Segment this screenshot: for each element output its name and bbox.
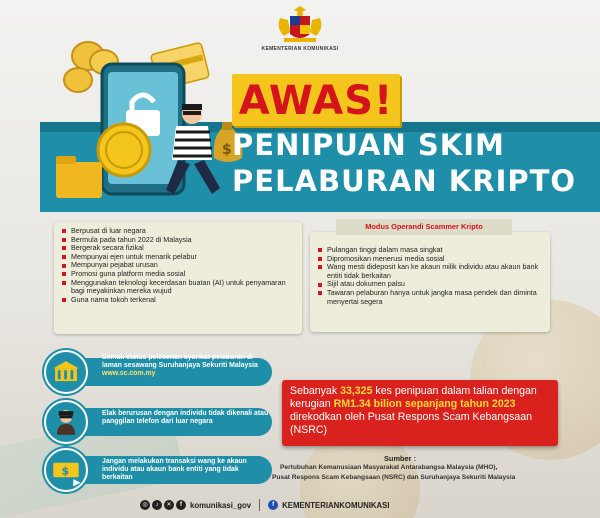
modus-operandi-list (318, 246, 544, 306)
svg-text:$: $ (222, 142, 232, 158)
list-item: Dipromosikan menerusi media sosial (318, 255, 544, 264)
sc-website-link[interactable]: www.sc.com.my (102, 370, 156, 378)
modus-operandi-panel (310, 232, 550, 332)
social-handle[interactable]: komunikasi_gov (190, 500, 252, 510)
tip-text: Semak status pelesenan syarikat pelaburan di laman sesawang Suruhanjaya Sekuriti Malaysia www.sc.com.my (102, 354, 270, 379)
tip-no-transfer (44, 448, 272, 492)
instagram-icon[interactable]: ◎ (140, 500, 150, 510)
list-item: Pulangan tinggi dalam masa singkat (318, 246, 544, 255)
list-item: Wang mesti dideposit kan ke akaun milik individu atau akaun bank entiti tidak berkaitan (318, 263, 544, 280)
tip-text: Jangan melakukan transaksi wang ke akaun individu atau akaun bank entiti yang tidak berkaitan (102, 458, 247, 482)
tip-text: Elak berurusan dengan individu tidak dikenali atau panggilan telefon dari luar negara (102, 410, 269, 426)
tip-avoid-strangers (44, 400, 272, 444)
source-line-1: Pertubuhan Kemanusiaan Masyarakat Antarabangsa Malaysia (MHO), (280, 464, 498, 471)
source-line-2: Pusat Respons Scam Kebangsaan (NSRC) dan Suruhanjaya Sekuriti Malaysia (272, 474, 516, 481)
facebook-icon[interactable]: f (176, 500, 186, 510)
list-item: Mempunyai ejen untuk menarik pelabur (62, 253, 296, 262)
money-transfer-icon (44, 448, 88, 492)
list-item: Menggunakan teknologi kecerdasan buatan (AI) untuk penyamaran bagi meyakinkan mereka wujud (62, 279, 296, 296)
scammer-icon (44, 400, 88, 444)
footer-brand[interactable]: KEMENTERIANKOMUNIKASI (282, 500, 390, 510)
x-icon[interactable]: ✕ (164, 500, 174, 510)
modus-operandi-title: Modus Operandi Scammer Kripto (336, 219, 512, 235)
crypto-thief-illustration (44, 38, 244, 213)
headline-line-2: PELABURAN KRIPTO (232, 164, 577, 198)
facebook-icon[interactable]: f (268, 500, 278, 510)
list-item: Berpusat di luar negara (62, 227, 296, 236)
list-item: Guna nama tokoh terkenal (62, 296, 296, 305)
list-item: Bergerak secara fizikal (62, 244, 296, 253)
svg-text:$: $ (61, 464, 70, 478)
characteristics-panel (54, 222, 302, 334)
characteristics-list (62, 227, 296, 304)
scam-statistic-text: Sebanyak 33,325 kes penipuan dalam talian dengan kerugian RM1.34 bilion sepanjang tahun 2023 direkodkan oleh Pusat Respons Scam Kebangsaan (NSRC) (290, 385, 537, 436)
building-icon (44, 350, 88, 394)
list-item: Promosi guna platform media sosial (62, 270, 296, 279)
footer-divider (259, 499, 260, 511)
headline-warning: AWAS! (238, 78, 394, 124)
footer-social (140, 498, 390, 512)
list-item: Bermula pada tahun 2022 di Malaysia (62, 236, 296, 245)
tiktok-icon[interactable]: ♪ (152, 500, 162, 510)
malaysia-coat-of-arms-icon (272, 6, 328, 46)
scam-statistic-box (282, 380, 558, 446)
list-item: Tawaran pelaburan hanya untuk jangka masa pendek dan diminta menyertai segera (318, 289, 544, 306)
list-item: Sijil atau dokumen palsu (318, 280, 544, 289)
tip-check-licence (44, 350, 272, 394)
ministry-label: KEMENTERIAN KOMUNIKASI (261, 46, 339, 52)
headline-line-1: PENIPUAN SKIM (232, 128, 505, 162)
source-heading: Sumber : (384, 454, 417, 463)
list-item: Mempunyai pejabat urusan (62, 261, 296, 270)
